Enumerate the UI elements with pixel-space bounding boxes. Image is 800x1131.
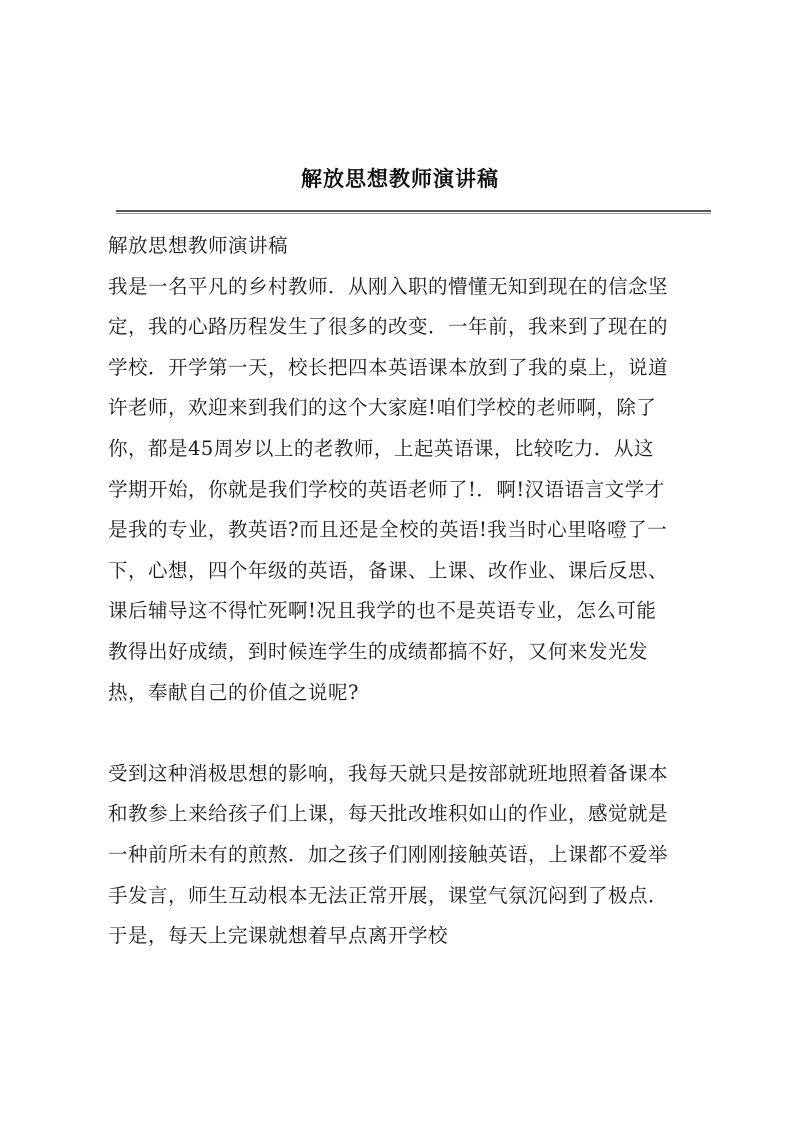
text-line: 课后辅导这不得忙死啊!况且我学的也不是英语专业，怎么可能 [108,599,657,623]
text-line: 手发言，师生互动根本无法正常开展，课堂气氛沉闷到了极点． [108,883,669,907]
text-line: 教得出好成绩，到时候连学生的成绩都搞不好，又何来发光发 [108,639,649,663]
text-line: 一种前所未有的煎熬．加之孩子们刚刚接触英语，上课都不爱举 [108,842,669,866]
text-line: 定，我的心路历程发生了很多的改变．一年前，我来到了现在的 [108,315,669,339]
text-line: 是我的专业，教英语?而且还是全校的英语!我当时心里咯噔了一 [108,518,668,542]
text-line: 你，都是45周岁以上的老教师，上起英语课，比较吃力．从这 [108,436,654,460]
text-line: 我是一名平凡的乡村教师．从刚入职的懵懂无知到现在的信念坚 [108,274,669,298]
text-line: 许老师，欢迎来到我们的这个大家庭!咱们学校的老师啊，除了 [108,396,657,420]
document-body [108,226,713,957]
title-divider [116,210,711,214]
text-line: 学期开始，你就是我们学校的英语老师了!．啊!汉语语言文学才 [108,477,665,501]
text-line: 下，心想，四个年级的英语，备课、上课、改作业、课后反思、 [108,558,669,582]
text-line: 解放思想教师演讲稿 [108,234,289,257]
text-line: 热，奉献自己的价值之说呢? [108,680,359,704]
paragraph-gap [108,713,713,754]
text-line: 和教参上来给孩子们上课，每天批改堆积如山的作业，感觉就是 [108,802,669,826]
text-line: 于是，每天上完课就想着早点离开学校 [108,924,449,948]
text-line: 学校．开学第一天，校长把四本英语课本放到了我的桌上，说道 [108,355,669,379]
document-title: 解放思想教师演讲稿 [301,166,499,191]
text-line: 受到这种消极思想的影响，我每天就只是按部就班地照着备课本 [108,761,669,785]
